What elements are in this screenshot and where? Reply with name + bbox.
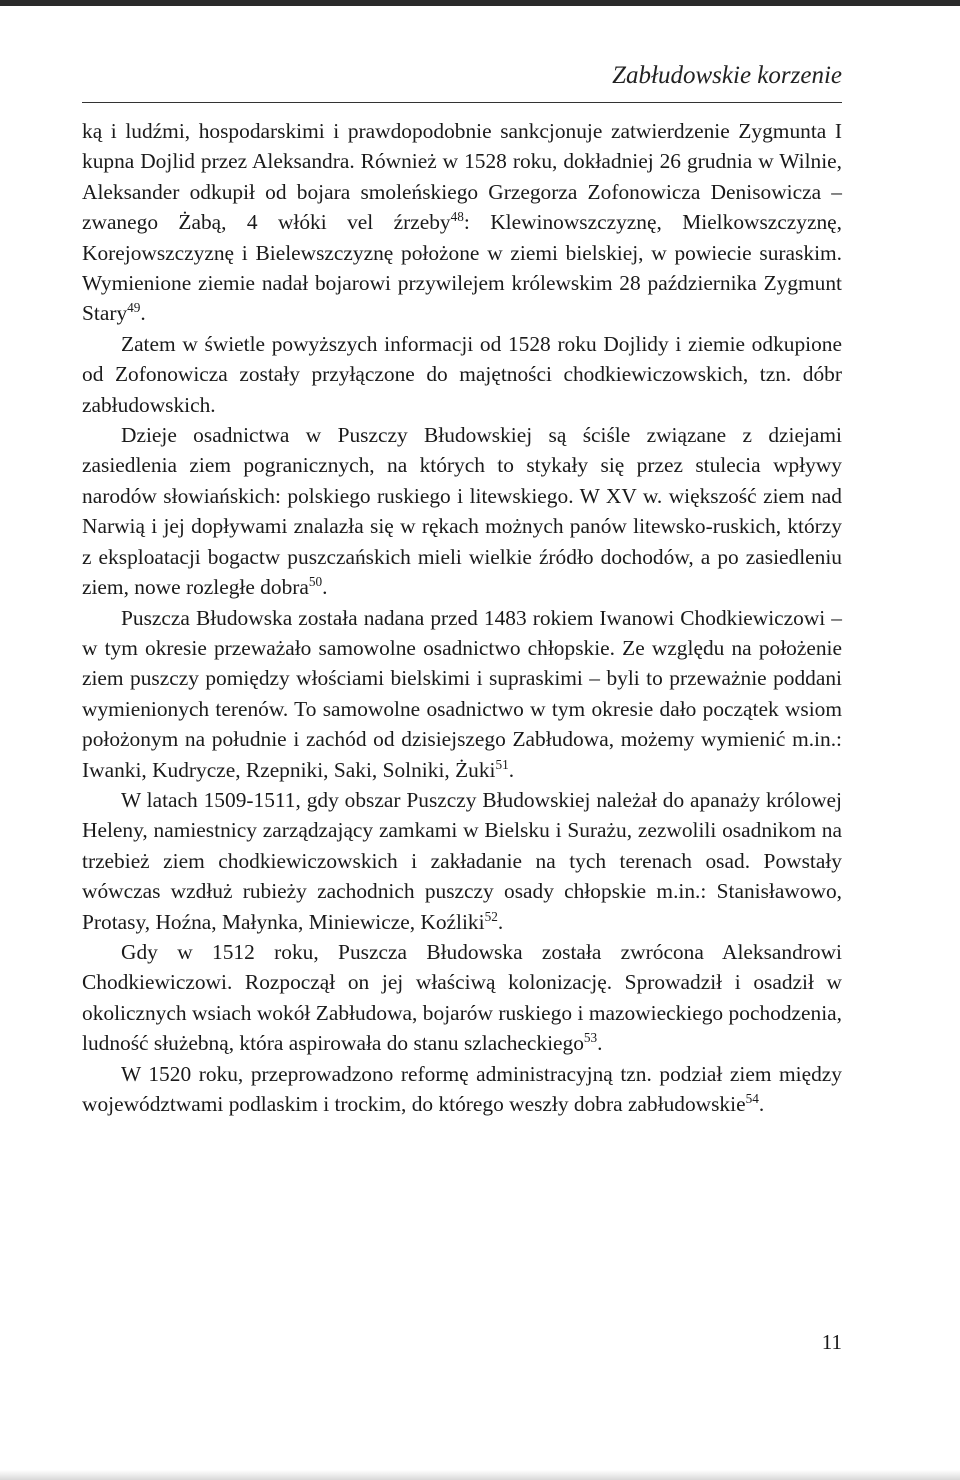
footnote-ref: 49 xyxy=(127,300,141,316)
running-header: Zabłudowskie korzenie xyxy=(612,62,842,89)
paragraph-text: . xyxy=(758,1092,765,1116)
paragraph xyxy=(82,785,842,937)
footnote-ref: 52 xyxy=(484,908,498,924)
paragraph-text: Dzieje osadnictwa w Puszczy Błudowskiej są ściśle związane z dziejami zasiedlenia ziem pogranicznych, na których to stykały się przez stulecia wpływy narodów słowiańskich: polskiego ruskiego i litewskiego. W XV w. większość ziem nad Narwią i jej dopływami znalazła się w rękach możnych panów litewsko-ruskich, którzy z eksploatacji bogactw puszczańskich mieli wielkie źródło dochodów, a po zasiedleniu ziem, nowe rozległe dobra xyxy=(82,423,842,600)
body-text xyxy=(82,116,842,1119)
page-number: 11 xyxy=(821,1330,842,1354)
paragraph-text: W latach 1509-1511, gdy obszar Puszczy Błudowskiej należał do apanaży królowej Heleny, namiestnicy zarządzający zamkami w Bielsku i Surażu, zezwolili osadnikom na trzebież ziem chodkiewiczowskich i zakładanie na tych terenach osad. Powstały wówczas wzdłuż rubieży zachodnich puszczy osady chłopskie m.in.: Stanisławowo, Protasy, Hoźna, Małynka, Miniewicze, Koźliki xyxy=(82,787,842,934)
paragraph-text: . xyxy=(497,909,504,934)
paragraph-text: W 1520 roku, przeprowadzono reformę administracyjną tzn. podział ziem między województwami podlaskim i trockim, do którego weszły dobra zabłudowskie xyxy=(82,1061,842,1116)
paragraph xyxy=(82,937,842,1059)
scan-bottom-edge xyxy=(0,1470,960,1480)
scan-top-edge xyxy=(0,0,960,6)
paragraph-text: Gdy w 1512 roku, Puszcza Błudowska została zwrócona Aleksandrowi Chodkiewiczowi. Rozpoczął on jej właściwą kolonizację. Sprowadził i osadził w okolicznych wsiach wokół Zabłudowa, bojarów ruskiego i mazowieckiego pochodzenia, ludność służebną, która aspirowała do stanu szlacheckiego xyxy=(82,939,842,1056)
paragraph-text: : Klewinowszczyznę, Mielkowszczyznę, Korejowszczyznę i Bielewszczyznę położone w ziemi bielskiej, w powiecie suraskim. Wymienione ziemie nadał bojarowi przywilejem królewskim 28 października Zygmunt Stary xyxy=(82,210,842,326)
footnote-ref: 53 xyxy=(583,1029,598,1045)
paragraph-text: Zatem w świetle powyższych informacji od 1528 roku Dojlidy i ziemie odkupione od Zofonowicza zostały przyłączone do majętności chodkiewiczowskich, tzn. dóbr zabłudowskich. xyxy=(82,331,842,417)
paragraph xyxy=(82,420,842,602)
paragraph xyxy=(82,603,842,785)
paragraph xyxy=(82,329,842,420)
footnote-ref: 51 xyxy=(495,756,509,772)
paragraph-text: Puszcza Błudowska została nadana przed 1483 rokiem Iwanowi Chodkiewiczowi – w tym okresie przeważało samowolne osadnictwo chłopskie. Ze względu na położenie ziem puszczy pomiędzy włościami bielskimi i supraskimi – byli to przeważnie poddani wymienionych terenów. To samowolne osadnictwo w tym okresie dało początek wsiom położonym na południe i zachód od dzisiejszego Zabłudowa, możemy wymienić m.in.: Iwanki, Kudrycze, Rzepniki, Saki, Solniki, Żuki xyxy=(82,605,842,782)
paragraph-text: ką i ludźmi, hospodarskimi i prawdopodobnie sankcjonuje zatwierdzenie Zygmunta I kupna Dojlid przez Aleksandra. Również w 1528 roku, dokładniej 26 grudnia w Wilnie, Aleksander odkupił od bojara smoleńskiego Grzegorza Zofonowicza Denisowicza – zwanego Żabą, 4 włóki vel źrzeby xyxy=(82,119,842,235)
paragraph-text: . xyxy=(508,757,515,782)
header-rule xyxy=(82,102,842,103)
footnote-ref: 48 xyxy=(450,209,464,224)
paragraph-text: . xyxy=(597,1031,603,1056)
paragraph xyxy=(82,116,842,329)
paragraph-text: . xyxy=(140,301,146,326)
paragraph-text: . xyxy=(322,575,328,600)
footnote-ref: 54 xyxy=(745,1090,759,1106)
footnote-ref: 50 xyxy=(308,573,323,589)
paragraph xyxy=(82,1059,842,1120)
